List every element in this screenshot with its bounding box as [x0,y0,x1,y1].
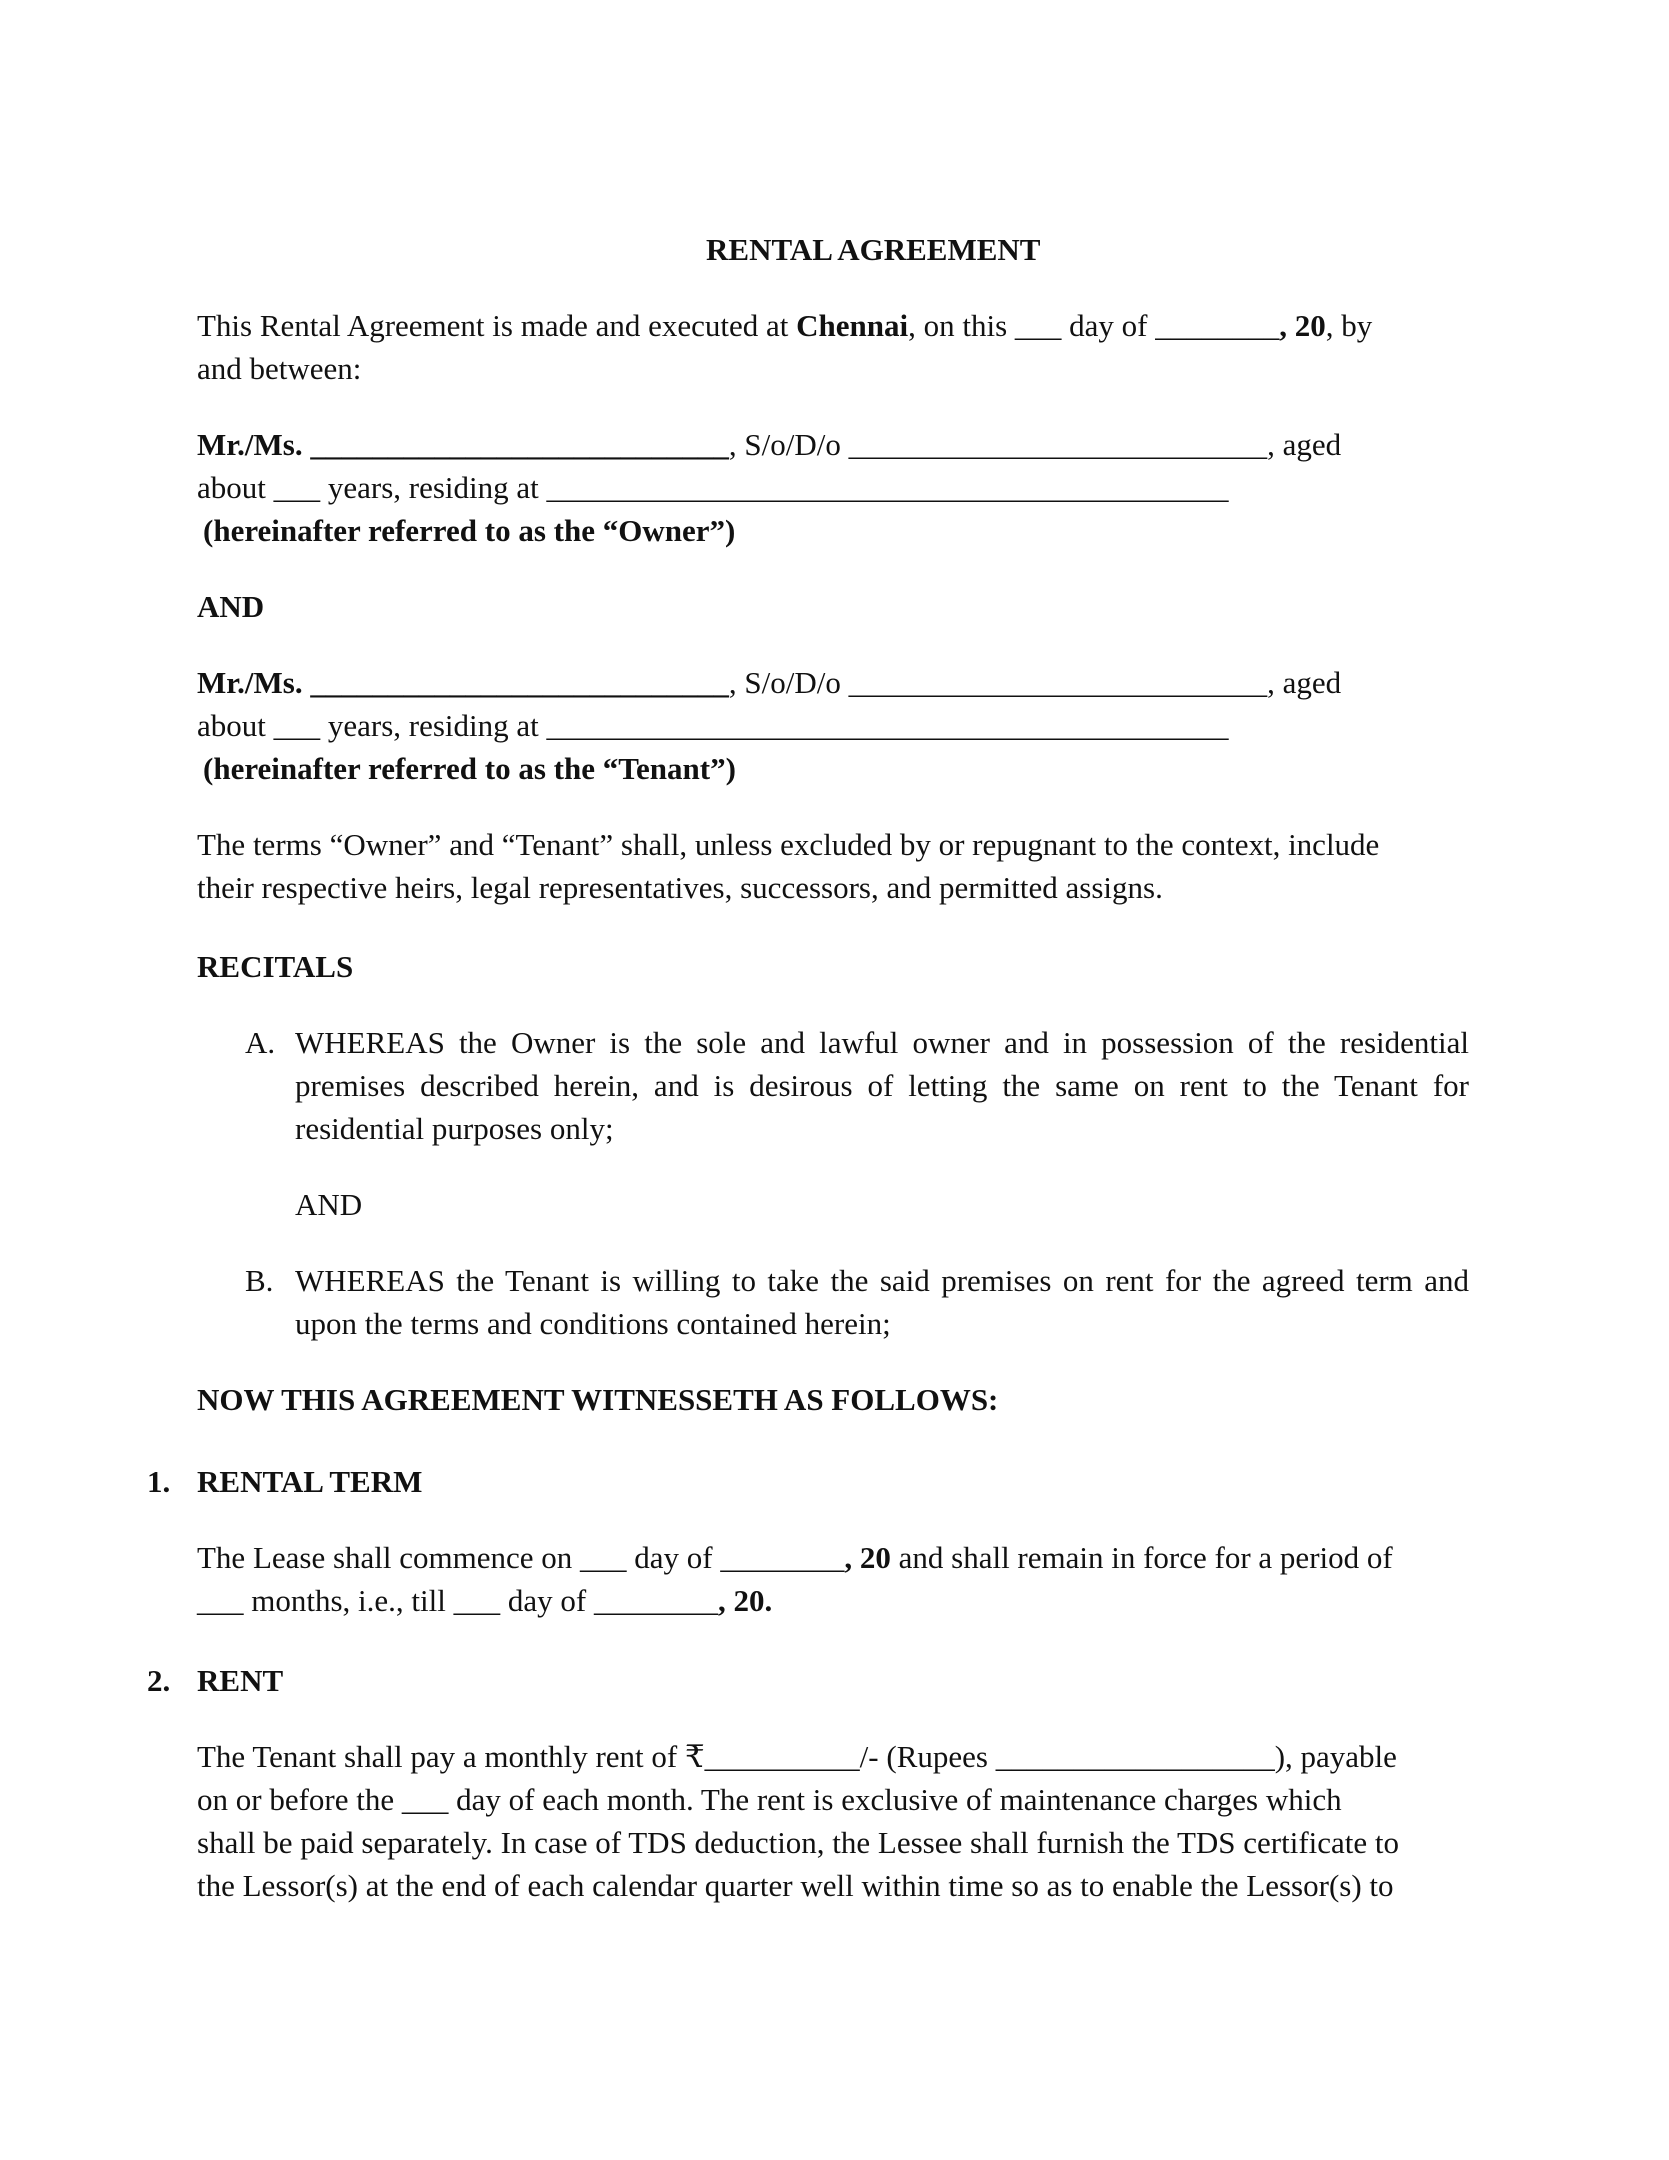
recital-b [295,1259,1469,1345]
section-2-line: on or before the ___ day of each month. The rent is exclusive of maintenance charges which [197,1782,1342,1817]
terms-line-1: The terms “Owner” and “Tenant” shall, unless excluded by or repugnant to the context, include [197,827,1380,862]
section-1-text-a: The Lease shall commence on ___ day of ________ [197,1540,845,1575]
intro-year: , 20 [1279,308,1326,343]
owner-name-blank: ___________________________ [310,427,729,462]
section-1-period: . [764,1583,773,1618]
intro-line-2: and between: [197,351,362,386]
section-2-number: 2. [147,1663,171,1698]
section-1-number: 1. [147,1464,171,1499]
owner-line-2: about ___ years, residing at ____________________________________________ [197,470,1229,505]
terms-line-2: their respective heirs, legal representatives, successors, and permitted assigns. [197,870,1163,905]
tenant-line-1 [197,661,1341,704]
tenant-line-2: about ___ years, residing at ____________________________________________ [197,708,1229,743]
recital-a-line: WHEREAS the Owner is the sole and lawful owner and in possession of the residential [295,1025,1469,1060]
section-1-year-1: , 20 [844,1540,891,1575]
tenant-name-blank: ___________________________ [310,665,729,700]
document-title: RENTAL AGREEMENT [706,232,1041,267]
section-2-heading: RENT [197,1663,284,1698]
section-1-heading: RENTAL TERM [197,1464,423,1499]
section-2-line: shall be paid separately. In case of TDS deduction, the Lessee shall furnish the TDS certificate to [197,1825,1400,1860]
recitals-heading: RECITALS [197,949,354,984]
recital-a [295,1021,1469,1150]
intro-text-c: , by [1325,308,1373,343]
owner-line-1 [197,423,1341,466]
section-1-text-b: and shall remain in force for a period of [890,1540,1393,1575]
intro-line-1 [197,304,1372,347]
section-2-line: The Tenant shall pay a monthly rent of ₹__________/- (Rupees __________________), payable [197,1739,1397,1774]
section-2-line: the Lessor(s) at the end of each calendar quarter well within time so as to enable the Lessor(s) to [197,1868,1394,1903]
intro-city: Chennai [796,308,909,343]
recital-a-marker: A. [245,1025,276,1060]
section-1-year-2: , 20 [717,1583,765,1618]
and-separator: AND [197,589,265,624]
section-1-line-2 [197,1579,772,1622]
witnesseth-heading: NOW THIS AGREEMENT WITNESSETH AS FOLLOWS: [197,1382,999,1417]
owner-relation: , S/o/D/o ___________________________, aged [728,427,1342,462]
owner-label: (hereinafter referred to as the “Owner”) [203,513,736,548]
intro-text-a: This Rental Agreement is made and executed at [197,308,797,343]
tenant-label: (hereinafter referred to as the “Tenant”) [203,751,736,786]
tenant-relation: , S/o/D/o ___________________________, aged [728,665,1342,700]
recitals-and: AND [295,1187,363,1222]
tenant-prefix: Mr./Ms. [197,665,311,700]
owner-prefix: Mr./Ms. [197,427,311,462]
section-1-line-1 [197,1536,1393,1579]
recital-b-line: upon the terms and conditions contained herein; [295,1306,891,1341]
section-1-text-c: ___ months, i.e., till ___ day of ________ [197,1583,718,1618]
recital-a-line: residential purposes only; [295,1111,614,1146]
recital-a-line: premises described herein, and is desirous of letting the same on rent to the Tenant for [295,1068,1469,1103]
recital-b-marker: B. [245,1263,274,1298]
intro-text-b: , on this ___ day of ________ [908,308,1280,343]
recital-b-line: WHEREAS the Tenant is willing to take the said premises on rent for the agreed term and [295,1263,1469,1298]
